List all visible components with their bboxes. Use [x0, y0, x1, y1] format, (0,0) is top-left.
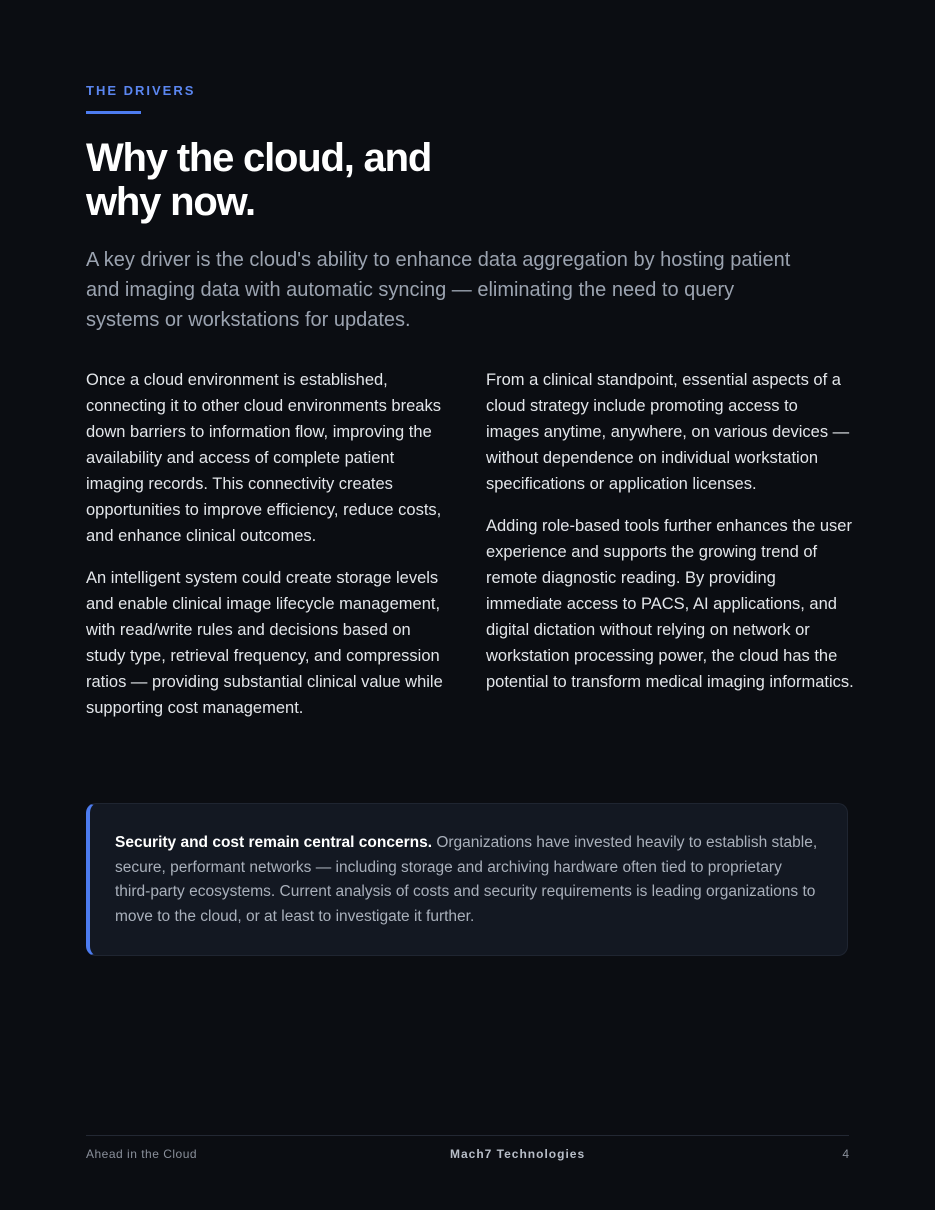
- callout-body: Organizations have invested heavily to establish stable, secure, performant networks — including storage and archiving hardware often tied to proprietary third-party ecosystems. Current analysis of costs and security requirements is leading organizations to move to the cloud, or at least to investigate it further.: [115, 834, 818, 925]
- footer-page-number: 4: [842, 1147, 849, 1161]
- lede-paragraph: A key driver is the cloud's ability to enhance data aggregation by hosting patient and imaging data with automatic syncing — eliminating the need to query systems or workstations for updates.: [86, 249, 791, 331]
- body-column-right: [486, 367, 854, 711]
- footer-document-title: Ahead in the Cloud: [86, 1147, 198, 1161]
- footer-company-name: Mach7 Technologies: [450, 1147, 586, 1161]
- page-title-line1: Why the cloud, and: [86, 136, 432, 180]
- body-paragraph: From a clinical standpoint, essential aspects of a cloud strategy include promoting access to images anytime, anywhere, on various devices — without dependence on individual workstation specifications or application licenses.: [486, 371, 850, 493]
- body-column-left: [86, 367, 454, 737]
- body-paragraph: Adding role-based tools further enhances the user experience and supports the growing trend of remote diagnostic reading. By providing immediate access to PACS, AI applications, and digital dictation without relying on network or workstation processing power, the cloud has the potential to transform medical imaging informatics.: [486, 517, 854, 691]
- page-title: [86, 136, 526, 224]
- footer-divider: [86, 1135, 849, 1136]
- body-paragraph: An intelligent system could create storage levels and enable clinical image lifecycle management, with read/write rules and decisions based on study type, retrieval frequency, and compression ratios — providing substantial clinical value while supporting cost management.: [86, 569, 443, 717]
- callout-lead: Security and cost remain central concerns.: [115, 834, 433, 851]
- body-paragraph: Once a cloud environment is established, connecting it to other cloud environments breaks down barriers to information flow, improving the availability and access of complete patient imaging records. This connectivity creates opportunities to improve efficiency, reduce costs, and enhance clinical outcomes.: [86, 371, 442, 545]
- eyebrow-accent-rule: [86, 111, 141, 114]
- callout-text: [115, 831, 819, 929]
- callout-box: [86, 803, 848, 956]
- page-title-line2: why now.: [86, 180, 255, 224]
- section-eyebrow: THE DRIVERS: [86, 83, 196, 98]
